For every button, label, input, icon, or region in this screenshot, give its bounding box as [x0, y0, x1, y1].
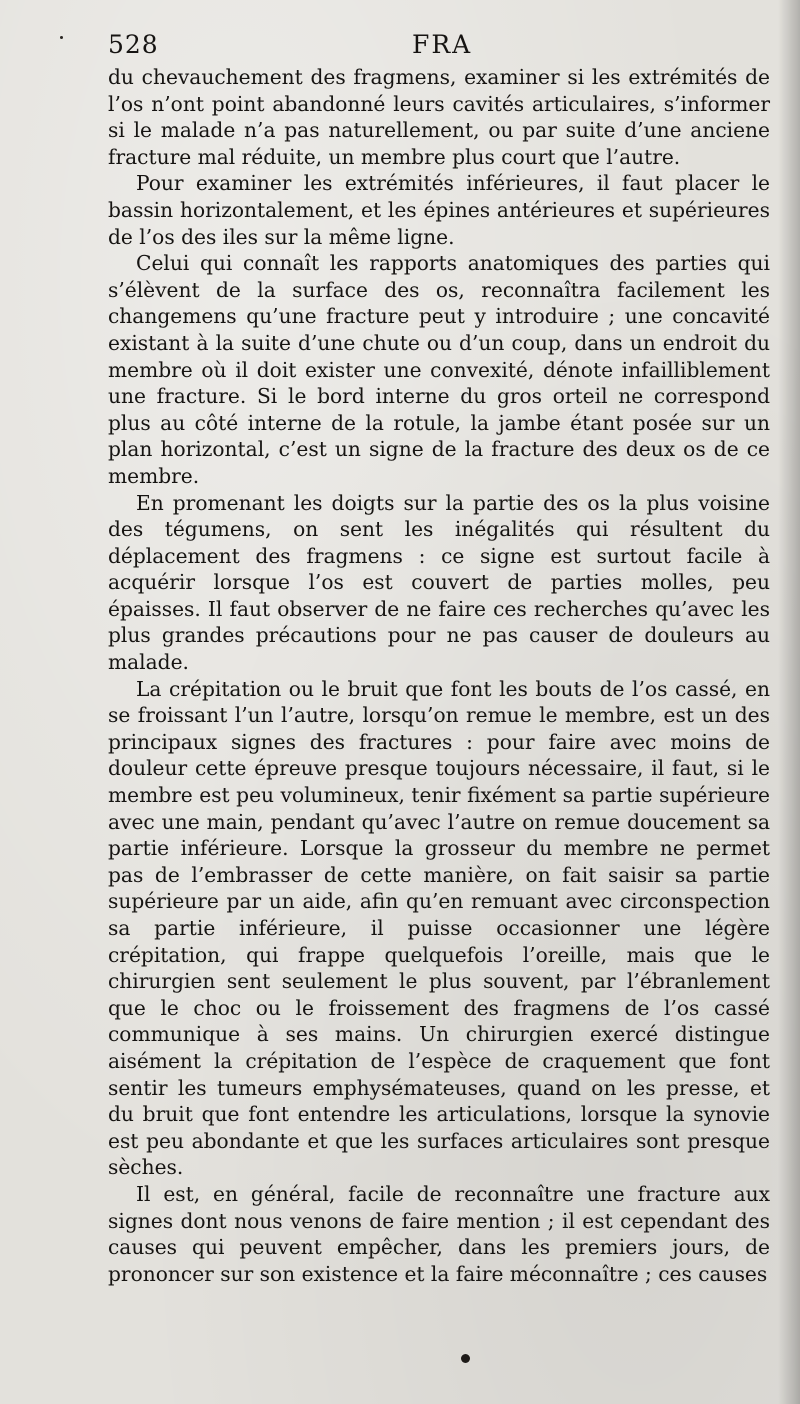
paragraph-6: Il est, en général, facile de reconnaître une fracture aux signes dont nous venons de faire mention ; il est cependant des causes qui peuvent empêcher, dans les premiers jours, de prononcer sur son existence et la faire méconnaître ; ces causes — [108, 1181, 770, 1286]
paragraph-2: Pour examiner les extrémités inférieures, il faut placer le bassin horizontalement, et les épines antérieures et supérieures de l’os des iles sur la même ligne. — [108, 171, 770, 249]
paragraph-5: La crépitation ou le bruit que font les bouts de l’os cassé, en se froissant l’un l’autre, lorsqu’on remue le membre, est un des principaux signes des fractures : pour faire avec moins de douleur cette épreuve presque toujours nécessaire, il faut, si le membre est peu volumineux, tenir fixément sa partie supérieure avec une main, pendant qu’avec l’autre on remue doucement sa partie inférieure. Lorsque la grosseur du membre ne permet pas de l’embrasser de cette manière, on fait saisir sa partie supérieure par un aide, afin qu’en remuant avec circonspection sa partie inférieure, il puisse occasionner une légère crépitation, qui frappe quelquefois l’oreille, mais que le chirurgien sent seulement le plus souvent, par l’ébranlement que le choc ou le froissement des fragmens de l’os cassé communique à ses mains. Un chirurgien exercé distingue aisément la crépitation de l’espèce de craquement que font sentir les tumeurs emphysémateuses, quand on les presse, et du bruit que font entendre les articulations, lorsque la synovie est peu abondante et que les surfaces articulaires sont presque sèches. — [108, 676, 770, 1180]
paragraph-3: Celui qui connaît les rapports anatomiques des parties qui s’élèvent de la surface des os, reconnaîtra facilement les changemens qu’une fracture peut y introduire ; une concavité existant à la suite d’une chute ou d’un coup, dans un endroit du membre où il doit exister une convexité, dénote infailliblement une fracture. Si le bord interne du gros orteil ne correspond plus au côté interne de la rotule, la jambe étant posée sur un plan horizontal, c’est un signe de la fracture des deux os de ce membre. — [108, 251, 770, 488]
ink-speck — [60, 36, 63, 39]
body-text — [108, 64, 770, 1287]
printer-ornament — [461, 1354, 470, 1363]
paragraph-1: du chevauchement des fragmens, examiner si les extrémités de l’os n’ont point abandonné leurs cavités articulaires, s’informer si le malade n’a pas naturellement, ou par suite d’une anciene fracture mal réduite, un membre plus court que l’autre. — [108, 65, 770, 169]
running-head: FRA — [412, 30, 473, 59]
page-number: 528 — [108, 30, 159, 59]
page-edge-shadow — [778, 0, 800, 1404]
paragraph-4: En promenant les doigts sur la partie des os la plus voisine des tégumens, on sent les inégalités qui résultent du déplacement des fragmens : ce signe est surtout facile à acquérir lorsque l’os est couvert de parties molles, peu épaisses. Il faut observer de ne faire ces recherches qu’avec les plus grandes précautions pour ne pas causer de douleurs au malade. — [108, 490, 770, 675]
